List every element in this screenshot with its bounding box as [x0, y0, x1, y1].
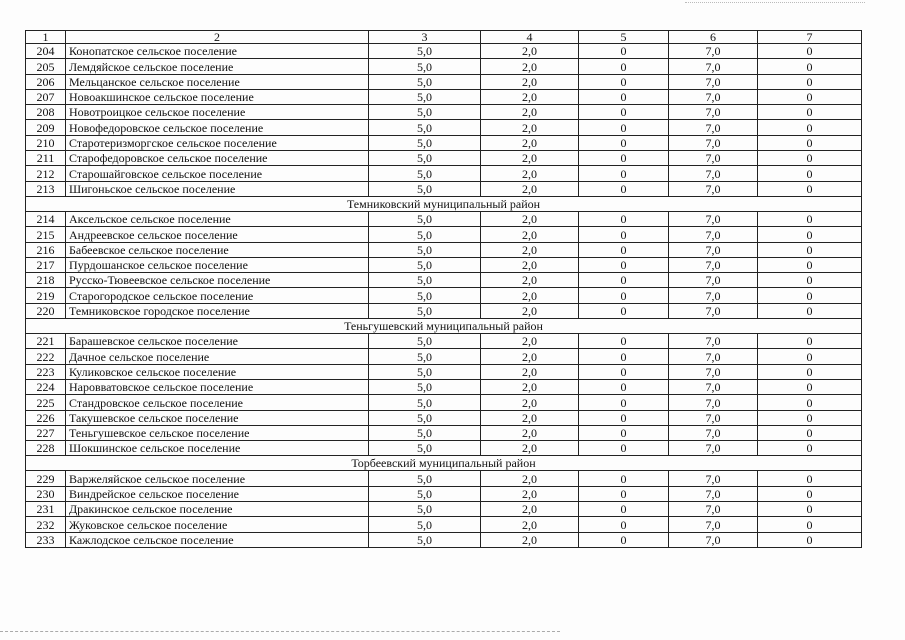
table-row — [26, 120, 862, 135]
value-col-5: 0 — [579, 151, 669, 166]
value-col-6: 7,0 — [669, 151, 758, 166]
row-number: 208 — [26, 105, 66, 120]
value-col-3: 5,0 — [369, 395, 481, 410]
value-col-6: 7,0 — [669, 379, 758, 394]
row-number: 228 — [26, 441, 66, 456]
settlement-name: Шокшинское сельское поселение — [66, 441, 369, 456]
value-col-6: 7,0 — [669, 181, 758, 196]
value-col-3: 5,0 — [369, 502, 481, 517]
value-col-7: 0 — [758, 364, 862, 379]
value-col-5: 0 — [579, 334, 669, 349]
value-col-7: 0 — [758, 89, 862, 104]
value-col-7: 0 — [758, 44, 862, 59]
value-col-3: 5,0 — [369, 166, 481, 181]
value-col-3: 5,0 — [369, 273, 481, 288]
value-col-3: 5,0 — [369, 471, 481, 486]
district-section-row — [26, 319, 862, 334]
row-number: 219 — [26, 288, 66, 303]
settlement-name: Аксельское сельское поселение — [66, 211, 369, 226]
table-row — [26, 89, 862, 104]
settlement-name: Старофедоровское сельское поселение — [66, 151, 369, 166]
settlement-name: Куликовское сельское поселение — [66, 364, 369, 379]
value-col-3: 5,0 — [369, 410, 481, 425]
value-col-4: 2,0 — [481, 517, 579, 532]
value-col-4: 2,0 — [481, 349, 579, 364]
value-col-6: 7,0 — [669, 425, 758, 440]
value-col-3: 5,0 — [369, 532, 481, 547]
value-col-7: 0 — [758, 532, 862, 547]
table-row — [26, 334, 862, 349]
value-col-4: 2,0 — [481, 364, 579, 379]
row-number: 218 — [26, 273, 66, 288]
value-col-6: 7,0 — [669, 74, 758, 89]
value-col-6: 7,0 — [669, 288, 758, 303]
settlement-name: Пурдошанское сельское поселение — [66, 257, 369, 272]
header-col-7: 7 — [758, 31, 862, 44]
row-number: 220 — [26, 303, 66, 318]
value-col-4: 2,0 — [481, 120, 579, 135]
value-col-5: 0 — [579, 379, 669, 394]
value-col-7: 0 — [758, 303, 862, 318]
value-col-7: 0 — [758, 425, 862, 440]
row-number: 221 — [26, 334, 66, 349]
value-col-3: 5,0 — [369, 242, 481, 257]
value-col-3: 5,0 — [369, 334, 481, 349]
value-col-6: 7,0 — [669, 303, 758, 318]
row-number: 222 — [26, 349, 66, 364]
value-col-5: 0 — [579, 227, 669, 242]
value-col-5: 0 — [579, 257, 669, 272]
value-col-5: 0 — [579, 242, 669, 257]
header-col-1: 1 — [26, 31, 66, 44]
value-col-4: 2,0 — [481, 242, 579, 257]
table-row — [26, 517, 862, 532]
value-col-4: 2,0 — [481, 441, 579, 456]
settlement-name: Виндрейское сельское поселение — [66, 486, 369, 501]
row-number: 231 — [26, 502, 66, 517]
value-col-5: 0 — [579, 273, 669, 288]
value-col-5: 0 — [579, 135, 669, 150]
settlement-name: Варжеляйское сельское поселение — [66, 471, 369, 486]
value-col-4: 2,0 — [481, 379, 579, 394]
value-col-6: 7,0 — [669, 410, 758, 425]
row-number: 214 — [26, 211, 66, 226]
value-col-7: 0 — [758, 486, 862, 501]
value-col-7: 0 — [758, 151, 862, 166]
settlement-name: Стандровское сельское поселение — [66, 395, 369, 410]
value-col-4: 2,0 — [481, 135, 579, 150]
settlement-name: Конопатское сельское поселение — [66, 44, 369, 59]
row-number: 215 — [26, 227, 66, 242]
settlement-name: Темниковское городское поселение — [66, 303, 369, 318]
settlement-name: Новофедоровское сельское поселение — [66, 120, 369, 135]
value-col-4: 2,0 — [481, 334, 579, 349]
value-col-3: 5,0 — [369, 211, 481, 226]
value-col-4: 2,0 — [481, 288, 579, 303]
row-number: 233 — [26, 532, 66, 547]
value-col-6: 7,0 — [669, 211, 758, 226]
table-row — [26, 44, 862, 59]
row-number: 213 — [26, 181, 66, 196]
table-row — [26, 257, 862, 272]
row-number: 232 — [26, 517, 66, 532]
settlement-name: Старошайговское сельское поселение — [66, 166, 369, 181]
scan-artifact-bottom — [0, 631, 560, 634]
value-col-4: 2,0 — [481, 502, 579, 517]
value-col-3: 5,0 — [369, 227, 481, 242]
value-col-5: 0 — [579, 502, 669, 517]
table-row — [26, 425, 862, 440]
value-col-6: 7,0 — [669, 44, 758, 59]
value-col-6: 7,0 — [669, 441, 758, 456]
header-col-2: 2 — [66, 31, 369, 44]
value-col-7: 0 — [758, 211, 862, 226]
settlements-table — [25, 30, 862, 548]
row-number: 227 — [26, 425, 66, 440]
value-col-5: 0 — [579, 211, 669, 226]
value-col-3: 5,0 — [369, 89, 481, 104]
table-row — [26, 349, 862, 364]
table-row — [26, 532, 862, 547]
district-title: Теньгушевский муниципальный район — [26, 319, 862, 334]
value-col-4: 2,0 — [481, 273, 579, 288]
value-col-5: 0 — [579, 74, 669, 89]
value-col-3: 5,0 — [369, 44, 481, 59]
value-col-3: 5,0 — [369, 151, 481, 166]
row-number: 209 — [26, 120, 66, 135]
value-col-3: 5,0 — [369, 105, 481, 120]
value-col-5: 0 — [579, 89, 669, 104]
row-number: 230 — [26, 486, 66, 501]
row-number: 207 — [26, 89, 66, 104]
value-col-7: 0 — [758, 441, 862, 456]
table-row — [26, 441, 862, 456]
header-col-4: 4 — [481, 31, 579, 44]
value-col-5: 0 — [579, 532, 669, 547]
row-number: 210 — [26, 135, 66, 150]
value-col-7: 0 — [758, 227, 862, 242]
value-col-5: 0 — [579, 59, 669, 74]
table-row — [26, 486, 862, 501]
district-title: Темниковский муниципальный район — [26, 196, 862, 211]
row-number: 226 — [26, 410, 66, 425]
value-col-4: 2,0 — [481, 227, 579, 242]
value-col-3: 5,0 — [369, 303, 481, 318]
value-col-6: 7,0 — [669, 105, 758, 120]
value-col-6: 7,0 — [669, 349, 758, 364]
table-body — [26, 44, 862, 548]
value-col-3: 5,0 — [369, 181, 481, 196]
value-col-4: 2,0 — [481, 211, 579, 226]
value-col-4: 2,0 — [481, 166, 579, 181]
value-col-4: 2,0 — [481, 105, 579, 120]
table-row — [26, 211, 862, 226]
value-col-5: 0 — [579, 288, 669, 303]
district-section-row — [26, 456, 862, 471]
row-number: 204 — [26, 44, 66, 59]
value-col-3: 5,0 — [369, 74, 481, 89]
value-col-5: 0 — [579, 105, 669, 120]
value-col-5: 0 — [579, 44, 669, 59]
settlement-name: Старотеризморгское сельское поселение — [66, 135, 369, 150]
value-col-6: 7,0 — [669, 517, 758, 532]
settlement-name: Русско-Тювеевское сельское поселение — [66, 273, 369, 288]
value-col-6: 7,0 — [669, 227, 758, 242]
table-row — [26, 151, 862, 166]
settlement-name: Старогородское сельское поселение — [66, 288, 369, 303]
row-number: 224 — [26, 379, 66, 394]
settlement-name: Барашевское сельское поселение — [66, 334, 369, 349]
value-col-5: 0 — [579, 303, 669, 318]
table-row — [26, 379, 862, 394]
settlement-name: Шигоньское сельское поселение — [66, 181, 369, 196]
value-col-3: 5,0 — [369, 425, 481, 440]
value-col-3: 5,0 — [369, 120, 481, 135]
value-col-3: 5,0 — [369, 288, 481, 303]
value-col-7: 0 — [758, 242, 862, 257]
settlement-name: Кажлодское сельское поселение — [66, 532, 369, 547]
table-row — [26, 166, 862, 181]
value-col-4: 2,0 — [481, 151, 579, 166]
settlement-name: Мельцанское сельское поселение — [66, 74, 369, 89]
settlement-name: Бабеевское сельское поселение — [66, 242, 369, 257]
value-col-7: 0 — [758, 135, 862, 150]
settlement-name: Лемдяйское сельское поселение — [66, 59, 369, 74]
table-row — [26, 471, 862, 486]
settlement-name: Новоакшинское сельское поселение — [66, 89, 369, 104]
settlement-name: Жуковское сельское поселение — [66, 517, 369, 532]
value-col-3: 5,0 — [369, 349, 481, 364]
value-col-6: 7,0 — [669, 242, 758, 257]
value-col-5: 0 — [579, 410, 669, 425]
value-col-5: 0 — [579, 364, 669, 379]
value-col-4: 2,0 — [481, 532, 579, 547]
value-col-6: 7,0 — [669, 502, 758, 517]
value-col-7: 0 — [758, 288, 862, 303]
value-col-6: 7,0 — [669, 395, 758, 410]
value-col-3: 5,0 — [369, 364, 481, 379]
value-col-5: 0 — [579, 425, 669, 440]
value-col-6: 7,0 — [669, 257, 758, 272]
value-col-7: 0 — [758, 166, 862, 181]
value-col-7: 0 — [758, 74, 862, 89]
value-col-6: 7,0 — [669, 273, 758, 288]
row-number: 212 — [26, 166, 66, 181]
value-col-3: 5,0 — [369, 441, 481, 456]
value-col-6: 7,0 — [669, 486, 758, 501]
value-col-5: 0 — [579, 486, 669, 501]
value-col-4: 2,0 — [481, 486, 579, 501]
value-col-3: 5,0 — [369, 257, 481, 272]
table-row — [26, 288, 862, 303]
row-number: 229 — [26, 471, 66, 486]
value-col-5: 0 — [579, 471, 669, 486]
value-col-5: 0 — [579, 166, 669, 181]
value-col-7: 0 — [758, 349, 862, 364]
value-col-7: 0 — [758, 502, 862, 517]
value-col-5: 0 — [579, 441, 669, 456]
value-col-7: 0 — [758, 517, 862, 532]
value-col-6: 7,0 — [669, 334, 758, 349]
value-col-4: 2,0 — [481, 410, 579, 425]
value-col-3: 5,0 — [369, 59, 481, 74]
row-number: 205 — [26, 59, 66, 74]
district-section-row — [26, 196, 862, 211]
table-row — [26, 59, 862, 74]
settlement-name: Теньгушевское сельское поселение — [66, 425, 369, 440]
value-col-7: 0 — [758, 395, 862, 410]
value-col-4: 2,0 — [481, 89, 579, 104]
column-number-header — [26, 31, 862, 44]
settlement-name: Андреевское сельское поселение — [66, 227, 369, 242]
value-col-4: 2,0 — [481, 44, 579, 59]
value-col-6: 7,0 — [669, 166, 758, 181]
settlement-name: Дачное сельское поселение — [66, 349, 369, 364]
header-col-5: 5 — [579, 31, 669, 44]
settlement-name: Наровватовское сельское поселение — [66, 379, 369, 394]
header-col-6: 6 — [669, 31, 758, 44]
value-col-6: 7,0 — [669, 135, 758, 150]
value-col-5: 0 — [579, 120, 669, 135]
value-col-7: 0 — [758, 120, 862, 135]
value-col-7: 0 — [758, 105, 862, 120]
value-col-7: 0 — [758, 379, 862, 394]
table-row — [26, 303, 862, 318]
value-col-5: 0 — [579, 349, 669, 364]
value-col-5: 0 — [579, 517, 669, 532]
table-row — [26, 395, 862, 410]
value-col-4: 2,0 — [481, 471, 579, 486]
table-row — [26, 227, 862, 242]
value-col-4: 2,0 — [481, 303, 579, 318]
value-col-6: 7,0 — [669, 59, 758, 74]
table-row — [26, 181, 862, 196]
row-number: 206 — [26, 74, 66, 89]
header-col-3: 3 — [369, 31, 481, 44]
settlement-name: Дракинское сельское поселение — [66, 502, 369, 517]
district-title: Торбеевский муниципальный район — [26, 456, 862, 471]
value-col-7: 0 — [758, 257, 862, 272]
value-col-7: 0 — [758, 181, 862, 196]
value-col-4: 2,0 — [481, 257, 579, 272]
row-number: 225 — [26, 395, 66, 410]
row-number: 211 — [26, 151, 66, 166]
value-col-7: 0 — [758, 59, 862, 74]
value-col-3: 5,0 — [369, 135, 481, 150]
row-number: 217 — [26, 257, 66, 272]
value-col-3: 5,0 — [369, 486, 481, 501]
settlement-name: Такушевское сельское поселение — [66, 410, 369, 425]
row-number: 216 — [26, 242, 66, 257]
value-col-4: 2,0 — [481, 59, 579, 74]
value-col-7: 0 — [758, 334, 862, 349]
value-col-5: 0 — [579, 181, 669, 196]
value-col-5: 0 — [579, 395, 669, 410]
value-col-6: 7,0 — [669, 532, 758, 547]
table-row — [26, 502, 862, 517]
scan-artifact-top — [685, 2, 865, 6]
table-row — [26, 273, 862, 288]
row-number: 223 — [26, 364, 66, 379]
value-col-7: 0 — [758, 410, 862, 425]
value-col-6: 7,0 — [669, 89, 758, 104]
table-row — [26, 105, 862, 120]
settlement-name: Новотроицкое сельское поселение — [66, 105, 369, 120]
value-col-4: 2,0 — [481, 74, 579, 89]
value-col-6: 7,0 — [669, 120, 758, 135]
table-row — [26, 74, 862, 89]
value-col-7: 0 — [758, 471, 862, 486]
table-row — [26, 135, 862, 150]
table-row — [26, 242, 862, 257]
value-col-6: 7,0 — [669, 471, 758, 486]
table-row — [26, 364, 862, 379]
value-col-4: 2,0 — [481, 395, 579, 410]
value-col-4: 2,0 — [481, 425, 579, 440]
value-col-6: 7,0 — [669, 364, 758, 379]
value-col-3: 5,0 — [369, 379, 481, 394]
value-col-4: 2,0 — [481, 181, 579, 196]
table-row — [26, 410, 862, 425]
value-col-3: 5,0 — [369, 517, 481, 532]
value-col-7: 0 — [758, 273, 862, 288]
